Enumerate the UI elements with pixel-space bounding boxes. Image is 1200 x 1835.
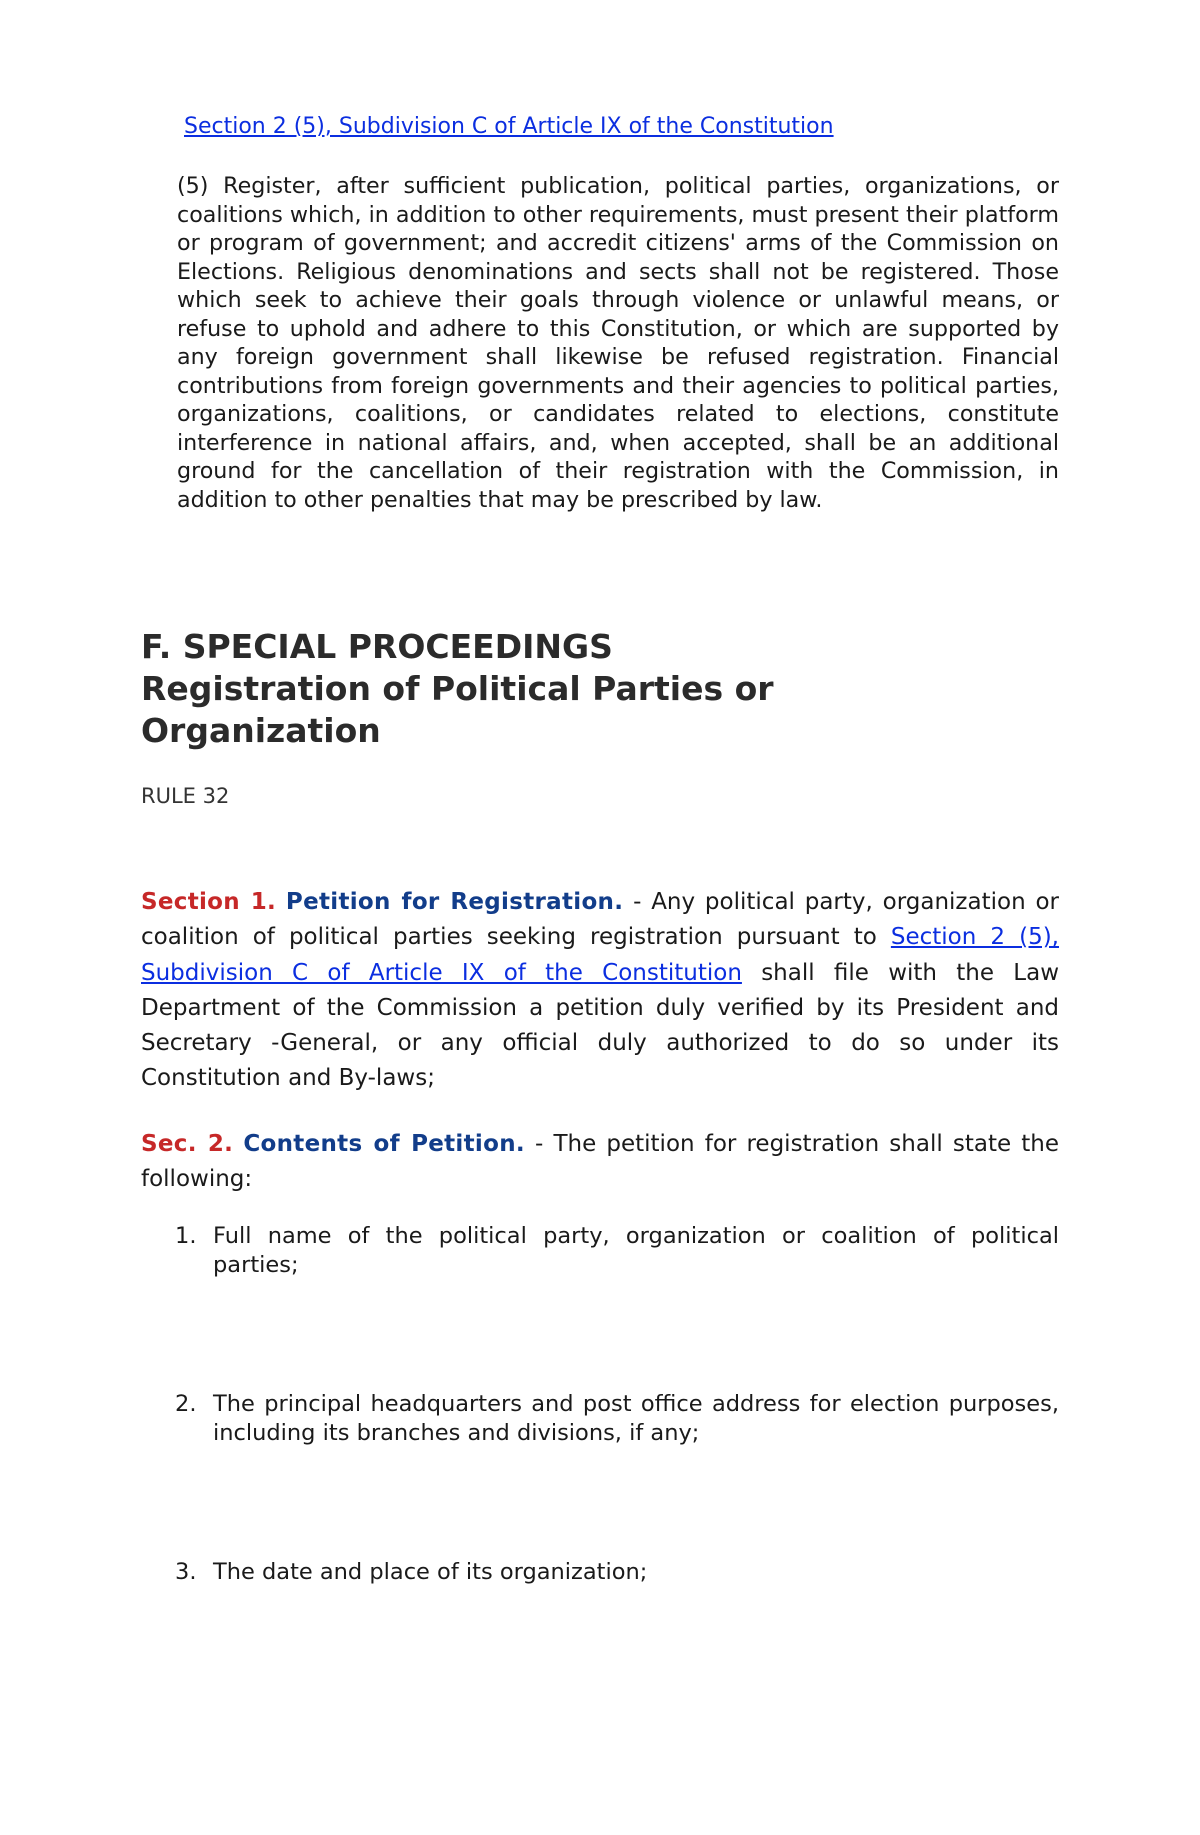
heading-line-3: Organization	[141, 711, 381, 750]
heading-line-1: F. SPECIAL PROCEEDINGS	[141, 627, 613, 666]
list-item-text: Full name of the political party, organization or coalition of political parties;	[213, 1223, 1059, 1278]
list-item-text: The date and place of its organization;	[213, 1559, 648, 1585]
section-1-text-after-link: shall file with the Law Department of the Commission a petition duly verified by its President and Secretary -General, or any official duly authorized to do so under its Constitution and By-laws;	[141, 959, 1060, 1092]
section-1-paragraph	[141, 885, 1059, 1097]
list-item-number: 2.	[175, 1391, 197, 1417]
section-1-dash: -	[623, 889, 652, 915]
list-item-number: 3.	[175, 1559, 197, 1585]
section-2-title: Contents of Petition.	[243, 1131, 525, 1157]
page-heading	[141, 626, 901, 752]
constitution-reference-link[interactable]: Section 2 (5), Subdivision C of Article IX of the Constitution	[184, 114, 834, 139]
section-1-title: Petition for Registration.	[285, 889, 624, 915]
section-2-text: The petition for registration shall state the following:	[141, 1131, 1059, 1193]
section-2-number: Sec. 2.	[141, 1131, 234, 1157]
section-1-text-before-link: Any political party, organization or coalition of political parties seeking registration pursuant to	[141, 889, 1059, 951]
list-item	[141, 1222, 1059, 1279]
list-item-number: 1.	[175, 1223, 197, 1249]
section-2-dash: -	[524, 1131, 554, 1157]
section-1-constitution-link[interactable]: Section 2 (5), Subdivision C of Article IX of the Constitution	[141, 924, 1059, 986]
list-item	[141, 1558, 1059, 1587]
list-item	[141, 1390, 1059, 1447]
section-1-number: Section 1.	[141, 889, 277, 915]
section-2-paragraph	[141, 1127, 1059, 1198]
heading-line-2: Registration of Political Parties or	[141, 669, 774, 708]
rule-label: RULE 32	[141, 784, 230, 808]
list-item-text: The principal headquarters and post office address for election purposes, including its branches and divisions, if any;	[213, 1391, 1059, 1446]
constitution-quote-text: (5) Register, after sufficient publication, political parties, organizations, or coalitions which, in addition to other requirements, must present their platform or program of government; and accredit citizens' arms of the Commission on Elections. Religious denominations and sects shall not be registered. Those which seek to achieve their goals through violence or unlawful means, or refuse to uphold and adhere to this Constitution, or which are supported by any foreign government shall likewise be refused registration. Financial contributions from foreign governments and their agencies to political parties, organizations, coalitions, or candidates related to elections, constitute interference in national affairs, and, when accepted, shall be an additional ground for the cancellation of their registration with the Commission, in addition to other penalties that may be prescribed by law.	[177, 173, 1059, 513]
